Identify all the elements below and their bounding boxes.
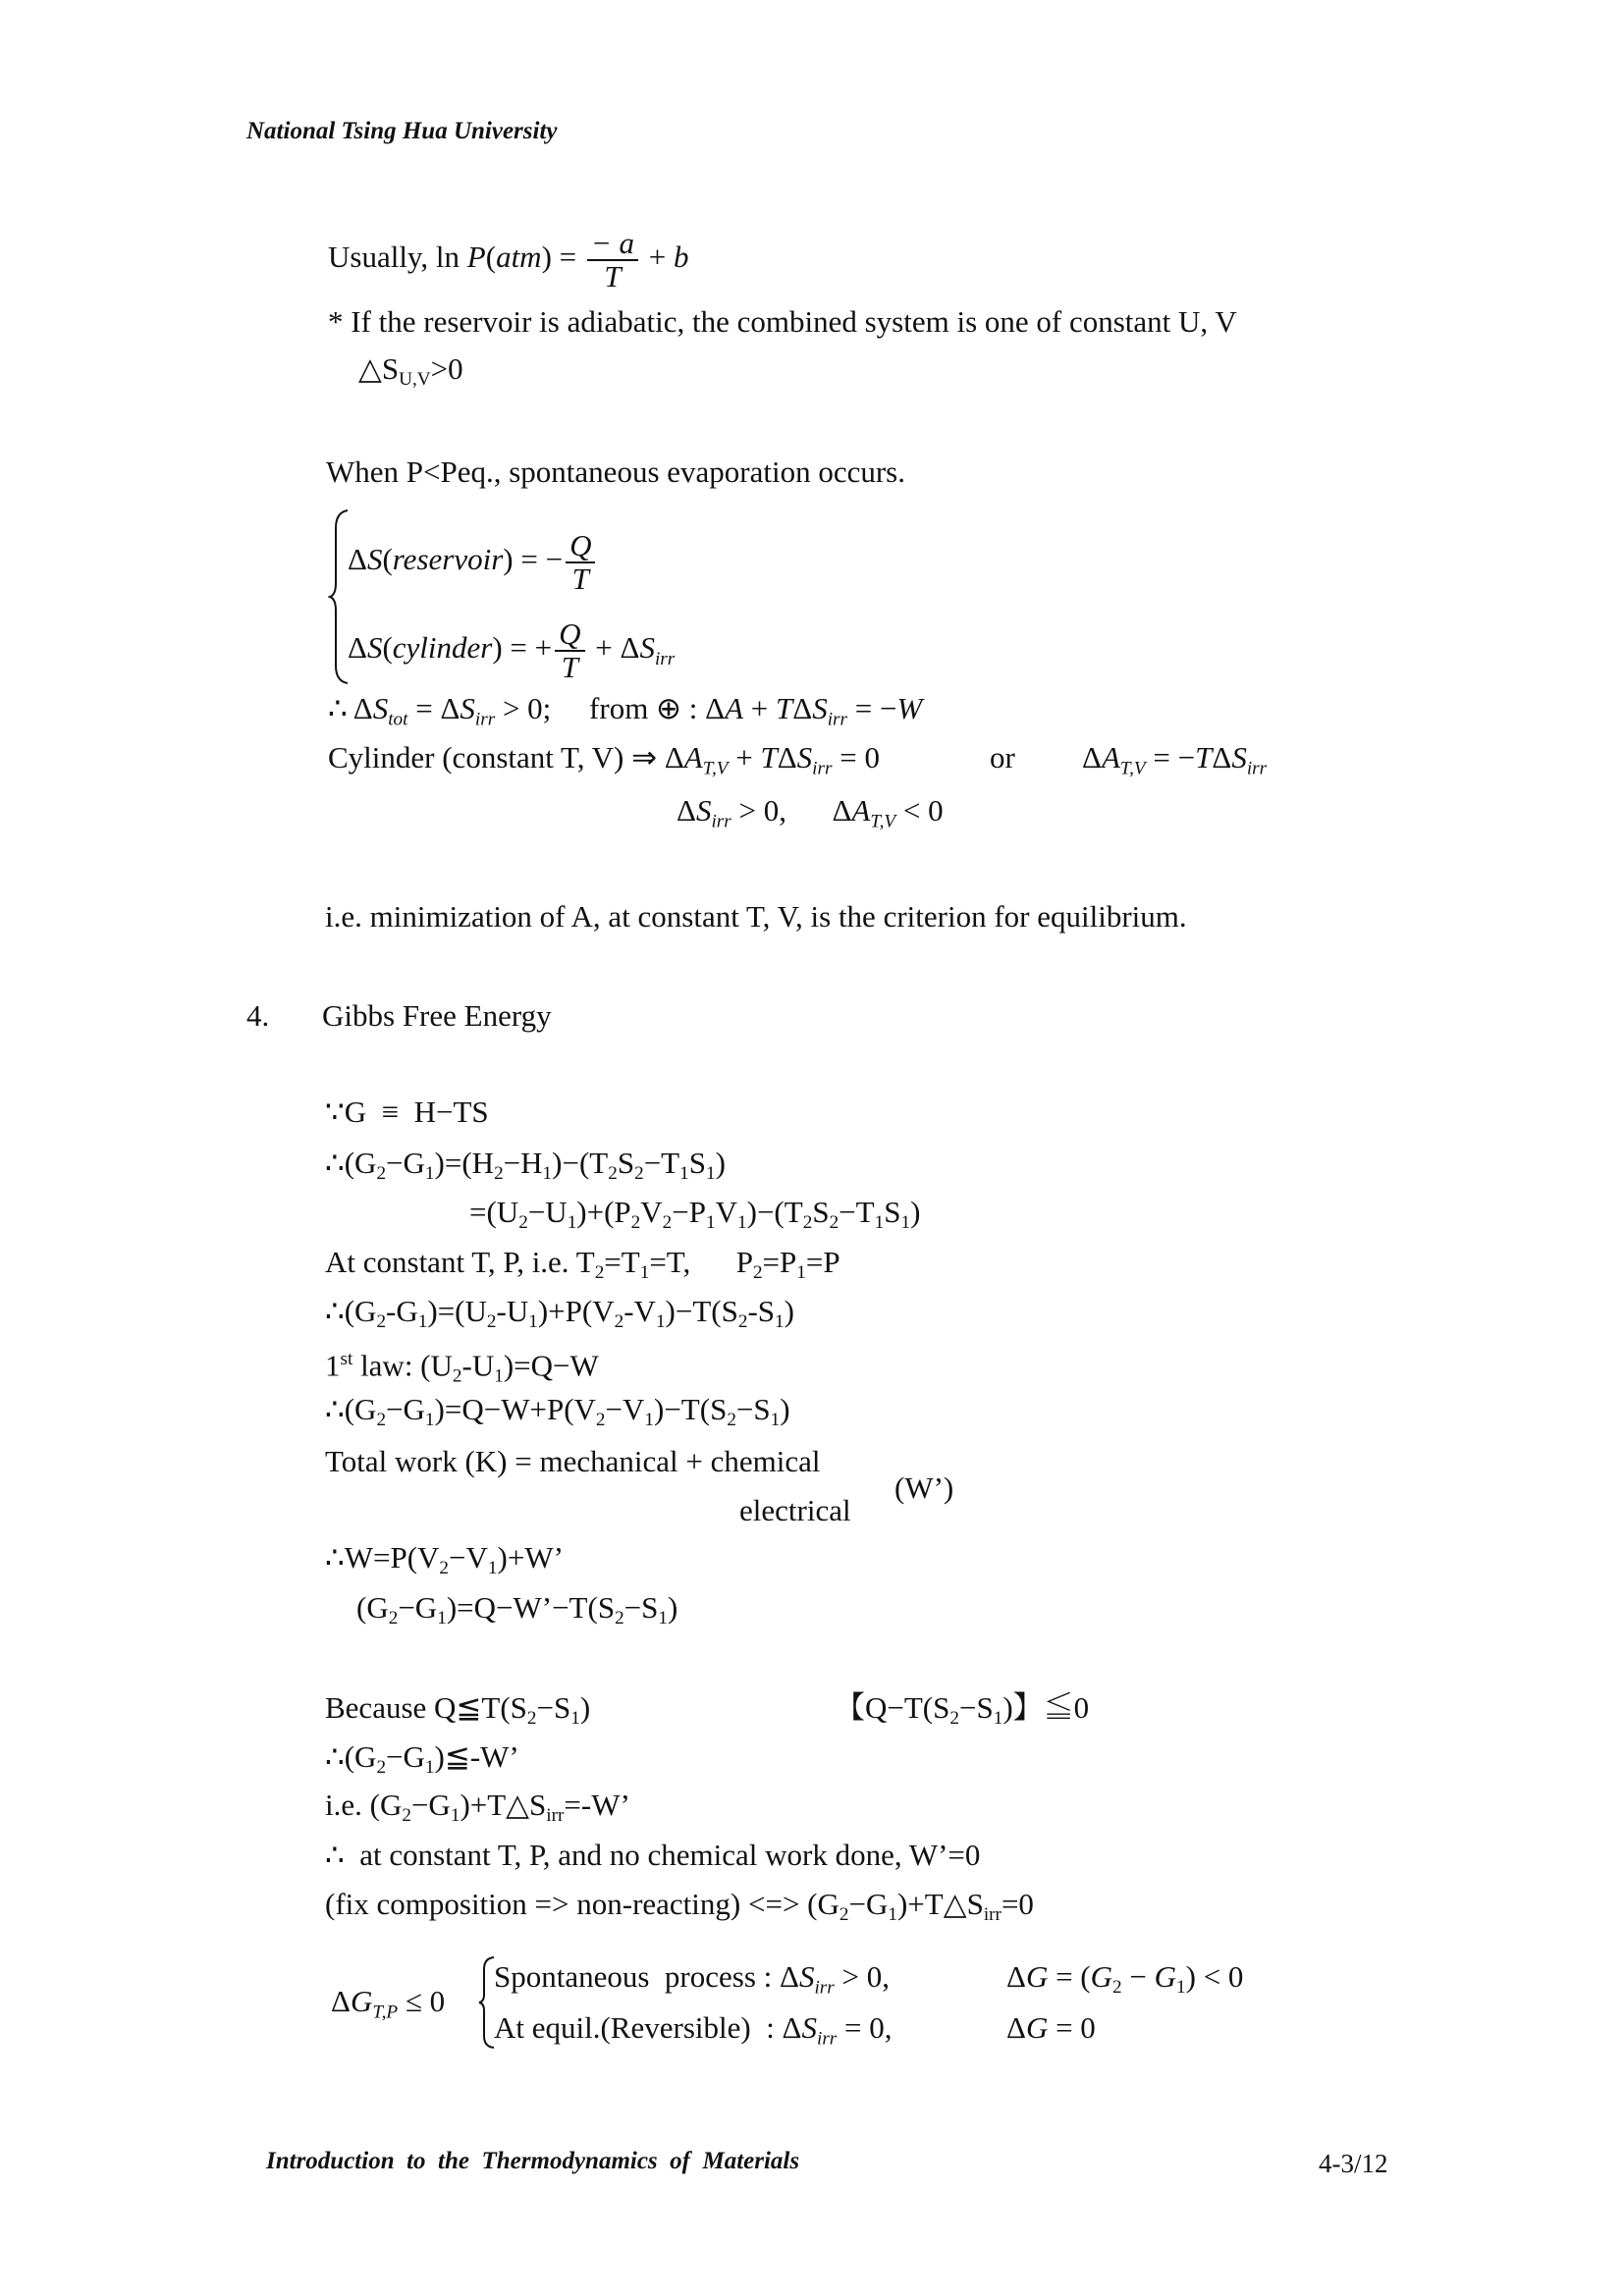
math-italic: S xyxy=(798,1959,815,1994)
gibbs-irr-equation xyxy=(325,1788,630,1834)
text: 1 xyxy=(325,1348,341,1383)
text: −S xyxy=(958,1690,994,1725)
subscript: T,P xyxy=(372,2002,399,2023)
fraction-denominator: T xyxy=(604,259,622,294)
no-chemical-work xyxy=(325,1838,980,1873)
subscript: 2 xyxy=(614,1310,624,1332)
evaporation-statement xyxy=(326,454,905,490)
subscript: 2 xyxy=(376,1310,387,1332)
subscript: 2 xyxy=(486,1310,497,1332)
text: ) xyxy=(579,1690,591,1725)
text: ) = − xyxy=(503,542,564,577)
vapor-pressure-equation xyxy=(328,228,689,293)
text: V xyxy=(715,1195,738,1229)
text: At equil.(Reversible) : Δ xyxy=(494,2010,802,2045)
subscript: 1 xyxy=(570,1707,580,1729)
text: −G xyxy=(386,1739,425,1774)
subscript: 2 xyxy=(802,1211,813,1233)
text: Δ xyxy=(1006,2010,1026,2045)
text: 4. xyxy=(246,998,270,1033)
subscript: 2 xyxy=(608,1162,618,1184)
subscript: 1 xyxy=(705,1162,716,1184)
subscript: U,V xyxy=(399,368,431,390)
entropy-cylinder xyxy=(348,618,675,683)
text: =0 xyxy=(1001,1887,1034,1921)
subscript: 1 xyxy=(450,1804,460,1826)
text: )=(U xyxy=(427,1294,487,1328)
text: Spontaneous process : Δ xyxy=(494,1959,799,1994)
subscript: 2 xyxy=(526,1707,537,1729)
math-italic: S xyxy=(639,630,655,666)
text: −V xyxy=(449,1540,488,1575)
text: −G xyxy=(398,1590,438,1625)
text: -U xyxy=(461,1348,495,1383)
subscript: T,V xyxy=(1119,758,1146,779)
math-italic: S xyxy=(801,2010,817,2045)
subscript: 1 xyxy=(437,1607,447,1629)
text: − xyxy=(1121,1959,1155,1994)
text: Δ xyxy=(348,630,367,666)
text: =P xyxy=(805,1245,840,1279)
text: ( xyxy=(382,542,393,577)
text: ∵G ≡ H−TS xyxy=(325,1095,489,1129)
electrical-work xyxy=(739,1493,851,1528)
subscript: 2 xyxy=(439,1557,450,1578)
bracket-inequality xyxy=(835,1690,1089,1736)
text: (G xyxy=(356,1590,389,1625)
math-italic: G xyxy=(1025,1959,1049,1994)
subscript: 2 xyxy=(452,1365,462,1387)
subscript: 1 xyxy=(993,1707,1003,1729)
text: )=(H xyxy=(434,1146,495,1180)
text: > 0, Δ xyxy=(731,793,852,828)
math-italic: A xyxy=(851,793,871,828)
cylinder-constant-tv xyxy=(328,740,880,787)
math-italic: reservoir xyxy=(392,542,504,577)
subscript: 1 xyxy=(424,1409,435,1430)
math-italic: G xyxy=(1154,1959,1177,1994)
text: -G xyxy=(386,1294,418,1328)
gibbs-w-prime xyxy=(356,1590,677,1636)
header-university: National Tsing Hua University xyxy=(246,118,558,144)
constant-tp xyxy=(325,1245,840,1291)
text: ( xyxy=(485,240,497,275)
fraction-numerator: Q xyxy=(555,618,584,652)
fraction-denominator: T xyxy=(571,561,589,596)
text: ) = + xyxy=(492,630,553,666)
subscript: 2 xyxy=(518,1211,528,1233)
subscript: 2 xyxy=(595,1409,606,1430)
subscript: irr xyxy=(827,709,847,730)
text: −G xyxy=(386,1392,425,1426)
subscript: irr xyxy=(812,758,833,779)
math-italic: S xyxy=(812,691,828,725)
text: −S xyxy=(735,1392,771,1426)
subscript: 2 xyxy=(376,1162,387,1184)
subscript: irr xyxy=(1246,758,1268,779)
section-title xyxy=(322,998,552,1034)
subscript: 1 xyxy=(706,1211,716,1233)
text: ∴(G xyxy=(325,1294,377,1328)
spontaneous-process xyxy=(494,1959,890,2006)
subscript: 1 xyxy=(417,1310,428,1332)
subscript: irr xyxy=(654,648,676,669)
fraction-numerator: − a xyxy=(587,228,638,261)
text: >0 xyxy=(430,351,463,386)
math-italic: b xyxy=(674,240,689,275)
page-number: 4-3/12 xyxy=(1319,2149,1388,2178)
subscript: irr xyxy=(983,1903,1001,1925)
subscript: 2 xyxy=(839,1903,849,1925)
text: −S xyxy=(623,1590,659,1625)
text: = Δ xyxy=(407,691,460,725)
text: )−T(S xyxy=(665,1294,738,1328)
text: )+T△S xyxy=(460,1788,547,1822)
text: When P<Peq., spontaneous evaporation occurs. xyxy=(326,454,905,489)
subscript: 2 xyxy=(752,1261,763,1283)
subscript: 2 xyxy=(615,1607,624,1629)
subscript: 1 xyxy=(424,1756,435,1778)
text: ∴W=P(V xyxy=(325,1540,440,1575)
text: + xyxy=(728,740,761,774)
text: )≦-W’ xyxy=(434,1739,519,1774)
text: V xyxy=(640,1195,663,1229)
subscript: 1 xyxy=(775,1310,785,1332)
subscript: 1 xyxy=(655,1310,666,1332)
math-italic: G xyxy=(1025,2010,1049,2045)
math-italic: cylinder xyxy=(392,630,493,666)
text: i.e. (G xyxy=(325,1788,403,1822)
text: −T xyxy=(839,1195,875,1229)
subscript: 2 xyxy=(737,1310,748,1332)
math-italic: T xyxy=(760,740,778,774)
subscript: 2 xyxy=(494,1162,504,1184)
math-italic: T xyxy=(1195,740,1213,774)
text: ≤ 0 xyxy=(398,1984,446,2018)
subscript: 2 xyxy=(1112,1976,1122,1998)
text: )=Q−W’−T(S xyxy=(446,1590,616,1625)
text: * If the reservoir is adiabatic, the combined system is one of constant U, V xyxy=(328,304,1237,339)
text: -U xyxy=(496,1294,529,1328)
total-work xyxy=(325,1444,820,1479)
subscript: 2 xyxy=(630,1211,641,1233)
text: Δ xyxy=(331,1984,351,2018)
gibbs-inequality xyxy=(325,1739,519,1786)
subscript: 1 xyxy=(639,1261,650,1283)
text: or xyxy=(990,740,1015,774)
text: −G xyxy=(386,1146,425,1180)
fix-composition xyxy=(325,1887,1034,1933)
math-italic: S xyxy=(372,691,389,725)
gibbs-criterion xyxy=(331,1984,445,2031)
subscript: 1 xyxy=(1176,1976,1186,1998)
text: △S xyxy=(358,351,400,386)
text: =T xyxy=(604,1245,640,1279)
text: S xyxy=(812,1195,830,1229)
subscript: 1 xyxy=(494,1365,504,1387)
text: S xyxy=(884,1195,901,1229)
text: −G xyxy=(848,1887,889,1921)
text: law: (U xyxy=(352,1348,453,1383)
text: ) = xyxy=(541,240,584,275)
math-italic: A xyxy=(1101,740,1120,774)
text: < 0 xyxy=(895,793,944,828)
text: S xyxy=(617,1146,635,1180)
math-italic: atm xyxy=(496,240,542,275)
text: −U xyxy=(527,1195,568,1229)
text: ∴ Δ xyxy=(328,691,373,725)
subscript: 1 xyxy=(874,1211,885,1233)
entropy-uv-condition xyxy=(358,351,463,398)
subscript: irr xyxy=(711,811,731,832)
gibbs-difference xyxy=(325,1146,726,1192)
text: =P xyxy=(762,1245,797,1279)
subscript: 2 xyxy=(727,1409,736,1430)
text: ∴(G xyxy=(325,1146,377,1180)
text: ) < 0 xyxy=(1185,1959,1244,1994)
irr-conditions xyxy=(677,793,944,840)
text: ) xyxy=(668,1590,678,1625)
text: = 0 xyxy=(1048,2010,1096,2045)
text: Δ xyxy=(677,793,696,828)
text: −P xyxy=(672,1195,707,1229)
text: −S xyxy=(536,1690,571,1725)
equilibrium-delta-g xyxy=(1006,2010,1096,2046)
text: )+P(V xyxy=(537,1294,615,1328)
text: > 0; from ⊕ : Δ xyxy=(495,691,726,725)
text: ∴ at constant T, P, and no chemical work done, W’=0 xyxy=(325,1838,981,1872)
or-text xyxy=(990,740,1015,775)
math-italic: A xyxy=(725,691,744,725)
text: ) xyxy=(715,1146,726,1180)
text: )−T(S xyxy=(654,1392,728,1426)
adiabatic-note xyxy=(328,304,1237,340)
math-italic: T xyxy=(776,691,793,725)
math-italic: S xyxy=(460,691,475,725)
subscript: irr xyxy=(546,1804,565,1826)
text: 【Q−T(S xyxy=(835,1690,950,1725)
subscript: 1 xyxy=(528,1310,538,1332)
text: )=Q−W xyxy=(503,1348,599,1383)
text: = − xyxy=(847,691,897,725)
text: -V xyxy=(623,1294,656,1328)
text: Δ xyxy=(1006,1959,1026,1994)
text: Because Q≦T(S xyxy=(325,1690,527,1725)
subscript: 2 xyxy=(402,1804,411,1826)
subscript: 1 xyxy=(644,1409,654,1430)
gibbs-expansion xyxy=(469,1195,920,1241)
subscript: 1 xyxy=(770,1409,781,1430)
subscript: tot xyxy=(388,709,408,730)
text: electrical xyxy=(739,1493,851,1527)
text: Cylinder (constant T, V) ⇒ Δ xyxy=(328,740,684,774)
text: =-W’ xyxy=(564,1788,630,1822)
text: = 0, xyxy=(837,2010,893,2045)
text: Usually, ln xyxy=(328,240,467,275)
text: Total work (K) = mechanical + chemical xyxy=(325,1444,821,1478)
text: −G xyxy=(410,1788,451,1822)
subscript: 2 xyxy=(634,1162,644,1184)
text: −T xyxy=(643,1146,680,1180)
text: )+T△S xyxy=(896,1887,984,1921)
text: > 0, xyxy=(834,1959,890,1994)
subscript: irr xyxy=(814,1977,835,1999)
text: Δ xyxy=(792,691,813,725)
subscript: 2 xyxy=(594,1261,605,1283)
subscript: 2 xyxy=(376,1409,387,1430)
because-clausius xyxy=(325,1690,590,1736)
footer-course-title: Introduction to the Thermodynamics of Materials xyxy=(266,2148,800,2174)
text: = ( xyxy=(1048,1959,1091,1994)
text: )+W’ xyxy=(497,1540,564,1575)
text: Δ xyxy=(348,542,367,577)
subscript: 1 xyxy=(679,1162,689,1184)
text: −H xyxy=(503,1146,543,1180)
text: )=Q−W+P(V xyxy=(434,1392,596,1426)
math-italic: S xyxy=(366,630,383,666)
fraction-numerator: Q xyxy=(566,530,595,563)
text: + xyxy=(641,240,675,275)
subscript: 1 xyxy=(424,1162,435,1184)
subscript: 2 xyxy=(829,1211,839,1233)
math-italic: S xyxy=(695,793,712,828)
math-italic: A xyxy=(683,740,703,774)
math-italic: P xyxy=(466,240,486,275)
subscript: T,V xyxy=(702,758,729,779)
subscript: T,V xyxy=(870,811,896,832)
text: ) xyxy=(780,1392,790,1426)
text: −V xyxy=(605,1392,645,1426)
subscript: 1 xyxy=(542,1162,553,1184)
text: -S xyxy=(747,1294,776,1328)
fraction xyxy=(555,618,584,683)
text: ( xyxy=(382,630,393,666)
math-italic: S xyxy=(796,740,813,774)
text: ∴(G xyxy=(325,1392,377,1426)
subscript: 1 xyxy=(900,1211,911,1233)
subscript: 2 xyxy=(376,1756,387,1778)
subscript: 1 xyxy=(567,1211,577,1233)
text: i.e. minimization of A, at constant T, V, is the criterion for equilibrium. xyxy=(325,899,1187,934)
subscript: 1 xyxy=(888,1903,897,1925)
subscript: 1 xyxy=(658,1607,669,1629)
w-prime xyxy=(894,1470,953,1506)
text: At constant T, P, i.e. T xyxy=(325,1245,595,1279)
text: )−(T xyxy=(746,1195,803,1229)
text: ∴(G xyxy=(325,1739,377,1774)
fraction xyxy=(566,530,595,595)
text: ) xyxy=(784,1294,794,1328)
text: )+(P xyxy=(576,1195,631,1229)
subscript: 2 xyxy=(662,1211,673,1233)
math-italic: G xyxy=(1090,1959,1113,1994)
math-italic: S xyxy=(366,542,383,577)
helmholtz-relation xyxy=(1082,740,1267,787)
subscript: 2 xyxy=(949,1707,959,1729)
math-italic: S xyxy=(1231,740,1247,774)
text: S xyxy=(688,1146,706,1180)
text: Δ xyxy=(777,740,797,774)
equilibrium-condition xyxy=(494,2010,893,2057)
subscript: 1 xyxy=(737,1211,747,1233)
gibbs-constant-tp xyxy=(325,1294,794,1340)
subscript: irr xyxy=(817,2028,838,2050)
work-split xyxy=(325,1540,564,1586)
text: (fix composition => non-reacting) <=> (G xyxy=(325,1887,839,1921)
text: Δ xyxy=(1212,740,1232,774)
text: ) xyxy=(910,1195,921,1229)
text: Gibbs Free Energy xyxy=(322,998,552,1033)
spontaneous-delta-g xyxy=(1006,1959,1243,2005)
gibbs-q-w xyxy=(325,1392,790,1438)
math-italic: W xyxy=(896,691,923,725)
text: = 0 xyxy=(832,740,880,774)
gibbs-definition xyxy=(325,1095,489,1130)
subscript: 1 xyxy=(796,1261,806,1283)
text: + xyxy=(743,691,777,725)
subscript: irr xyxy=(474,709,496,730)
text: =(U xyxy=(469,1195,519,1229)
fraction-denominator: T xyxy=(561,650,578,684)
entropy-reservoir xyxy=(348,530,598,595)
section-number xyxy=(246,998,269,1034)
math-italic: G xyxy=(350,1984,373,2018)
text: = − xyxy=(1145,740,1196,774)
text: (W’) xyxy=(894,1470,954,1505)
first-law xyxy=(325,1342,599,1394)
text: =T, P xyxy=(649,1245,753,1279)
text: + Δ xyxy=(587,630,640,666)
fraction xyxy=(587,228,638,293)
text: )−(T xyxy=(552,1146,609,1180)
subscript: 2 xyxy=(388,1607,399,1629)
text: Δ xyxy=(1082,740,1102,774)
superscript: st xyxy=(340,1349,353,1369)
minimization-criterion xyxy=(325,899,1187,934)
total-entropy-line xyxy=(328,691,922,738)
text: )】≦0 xyxy=(1002,1690,1090,1725)
subscript: 1 xyxy=(487,1557,498,1578)
